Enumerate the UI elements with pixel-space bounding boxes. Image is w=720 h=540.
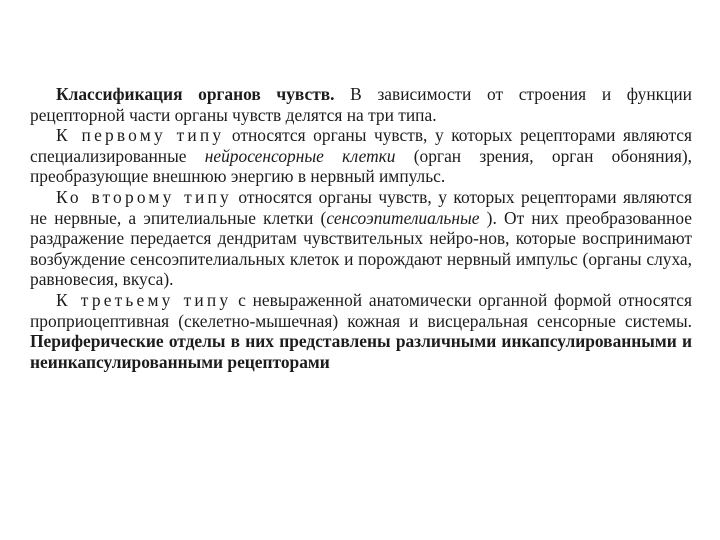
paragraph-text: относятся органы чувств, у которых рецепторами являются не нервные, а эпителиальные клетки ( bbox=[30, 186, 693, 228]
document-text bbox=[30, 84, 692, 372]
paragraph-text: В зависимости от строения и функции рецепторной части органы чувств делятся на три типа. bbox=[30, 84, 692, 125]
type-1-lead: К первому типу bbox=[56, 125, 225, 146]
paragraph-text: относятся органы чувств, у которых рецепторами являются специализированные bbox=[30, 125, 692, 166]
term-sensoepithelial: сенсоэпителиальные bbox=[326, 207, 480, 228]
paragraph-classification bbox=[30, 84, 692, 125]
paragraph-type-3 bbox=[30, 290, 692, 372]
paragraph-text: (орган зрения, орган обоняния), преобразующие внешнюю энергию в нервный импульс. bbox=[30, 145, 692, 187]
paragraph-text: ). От них преобразованное раздражение передается дендритам чувствительных нейро-нов, которые воспринимают возбуждение сенсоэпителиальных клеток и порождают нервный импульс (органы слуха, равновесия, вкуса). bbox=[30, 207, 692, 290]
paragraph-type-1 bbox=[30, 125, 692, 187]
paragraph-type-2 bbox=[30, 187, 692, 290]
classification-heading: Классификация органов чувств. bbox=[56, 84, 335, 104]
type-2-lead: Ко второму типу bbox=[56, 186, 232, 207]
term-neurosensory-cells: нейросенсорные клетки bbox=[204, 145, 396, 166]
peripheral-receptors-text: Периферические отделы в них представлены различными инкапсулированными и неинкапсулированными рецепторами bbox=[30, 331, 692, 372]
type-3-lead: К третьему типу bbox=[56, 289, 232, 310]
paragraph-text: с невыраженной анатомически органной формой относятся проприоцептивная (скелетно-мышечная) кожная и висцеральная сенсорные системы. bbox=[30, 289, 692, 331]
